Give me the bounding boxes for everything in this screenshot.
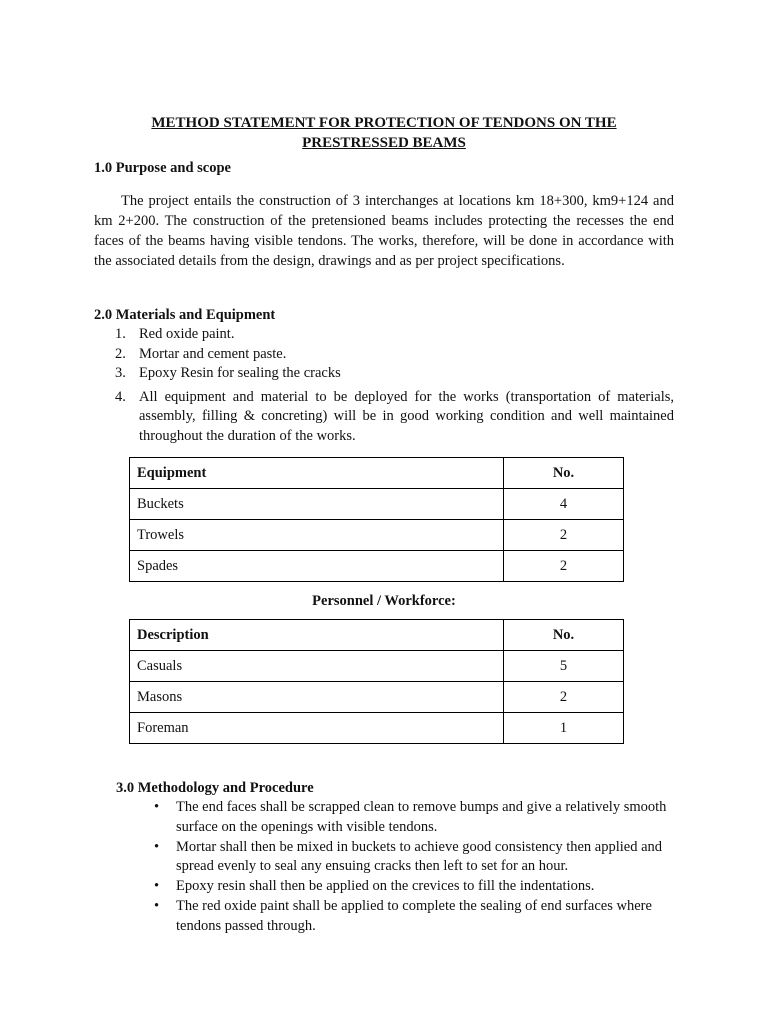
table-header-cell: No. bbox=[504, 620, 624, 651]
list-item-number: 3. bbox=[115, 365, 126, 381]
list-item-text: Mortar and cement paste. bbox=[139, 345, 287, 362]
list-item-text: Mortar shall then be mixed in buckets to achieve good consistency then applied and spread evenly to seal any ensuing cracks then left to set for an hour. bbox=[176, 838, 663, 875]
table-cell: Casuals bbox=[130, 651, 504, 682]
list-item bbox=[116, 877, 674, 897]
table-cell: 5 bbox=[504, 651, 624, 682]
table-cell: 2 bbox=[504, 551, 624, 582]
list-item-text: Epoxy Resin for sealing the cracks bbox=[139, 365, 341, 381]
table-cell: 4 bbox=[504, 489, 624, 520]
bullet-icon: • bbox=[154, 799, 160, 815]
table-cell: Trowels bbox=[130, 520, 504, 551]
personnel-table bbox=[129, 619, 624, 744]
list-item bbox=[116, 798, 674, 838]
table-row bbox=[130, 551, 624, 582]
table-header-row bbox=[130, 458, 624, 489]
methodology-list bbox=[116, 798, 674, 937]
list-item-text: The red oxide paint shall be applied to complete the sealing of end surfaces where tendons passed through. bbox=[176, 897, 652, 934]
list-item bbox=[94, 325, 674, 345]
document-title bbox=[94, 113, 674, 153]
section-1-heading: 1.0 Purpose and scope bbox=[94, 160, 231, 176]
list-item bbox=[116, 897, 674, 937]
table-header-row bbox=[130, 620, 624, 651]
list-item bbox=[94, 388, 674, 447]
table-row bbox=[130, 682, 624, 713]
materials-list bbox=[94, 325, 674, 446]
table-cell: 2 bbox=[504, 682, 624, 713]
list-item bbox=[94, 345, 674, 365]
table-cell: Foreman bbox=[130, 713, 504, 744]
table-cell: Masons bbox=[130, 682, 504, 713]
table-row bbox=[130, 520, 624, 551]
table-cell: Spades bbox=[130, 551, 504, 582]
section-2-heading: 2.0 Materials and Equipment bbox=[94, 307, 276, 323]
list-item bbox=[116, 838, 674, 878]
table-header-cell: Equipment bbox=[130, 458, 504, 489]
table-cell: 1 bbox=[504, 713, 624, 744]
bullet-icon: • bbox=[154, 897, 160, 914]
list-item-number: 1. bbox=[115, 326, 126, 342]
list-item bbox=[94, 364, 674, 384]
table-row bbox=[130, 489, 624, 520]
bullet-icon: • bbox=[154, 878, 160, 895]
section-3-heading: 3.0 Methodology and Procedure bbox=[116, 780, 314, 796]
table-cell: Buckets bbox=[130, 489, 504, 520]
list-item-text: Epoxy resin shall then be applied on the crevices to fill the indentations. bbox=[176, 878, 595, 895]
list-item-text: Red oxide paint. bbox=[139, 326, 235, 342]
title-line-2: PRESTRESSED BEAMS bbox=[302, 135, 466, 151]
list-item-number: 4. bbox=[115, 388, 126, 405]
equipment-table bbox=[129, 457, 624, 582]
title-line-1: METHOD STATEMENT FOR PROTECTION OF TENDONS ON THE bbox=[151, 115, 617, 131]
list-item-number: 2. bbox=[115, 345, 126, 362]
table-row bbox=[130, 651, 624, 682]
table-header-cell: No. bbox=[504, 458, 624, 489]
table-row bbox=[130, 713, 624, 744]
bullet-icon: • bbox=[154, 838, 160, 855]
list-item-text: The end faces shall be scrapped clean to remove bumps and give a relatively smooth surface on the openings with visible tendons. bbox=[176, 799, 667, 835]
list-item-text: All equipment and material to be deployed for the works (transportation of materials, assembly, filling & concreting) will be in good working condition and well maintained throughout the duration of the works. bbox=[139, 388, 674, 444]
personnel-caption: Personnel / Workforce: bbox=[312, 593, 456, 609]
section-1-paragraph: The project entails the construction of 3 interchanges at locations km 18+300, km9+124 and km 2+200. The construction of the pretensioned beams includes protecting the recesses the end faces of the beams having visible tendons. The works, therefore, will be done in accordance with the associated details from the design, drawings and as per project specifications. bbox=[94, 193, 674, 269]
table-header-cell: Description bbox=[130, 620, 504, 651]
table-cell: 2 bbox=[504, 520, 624, 551]
